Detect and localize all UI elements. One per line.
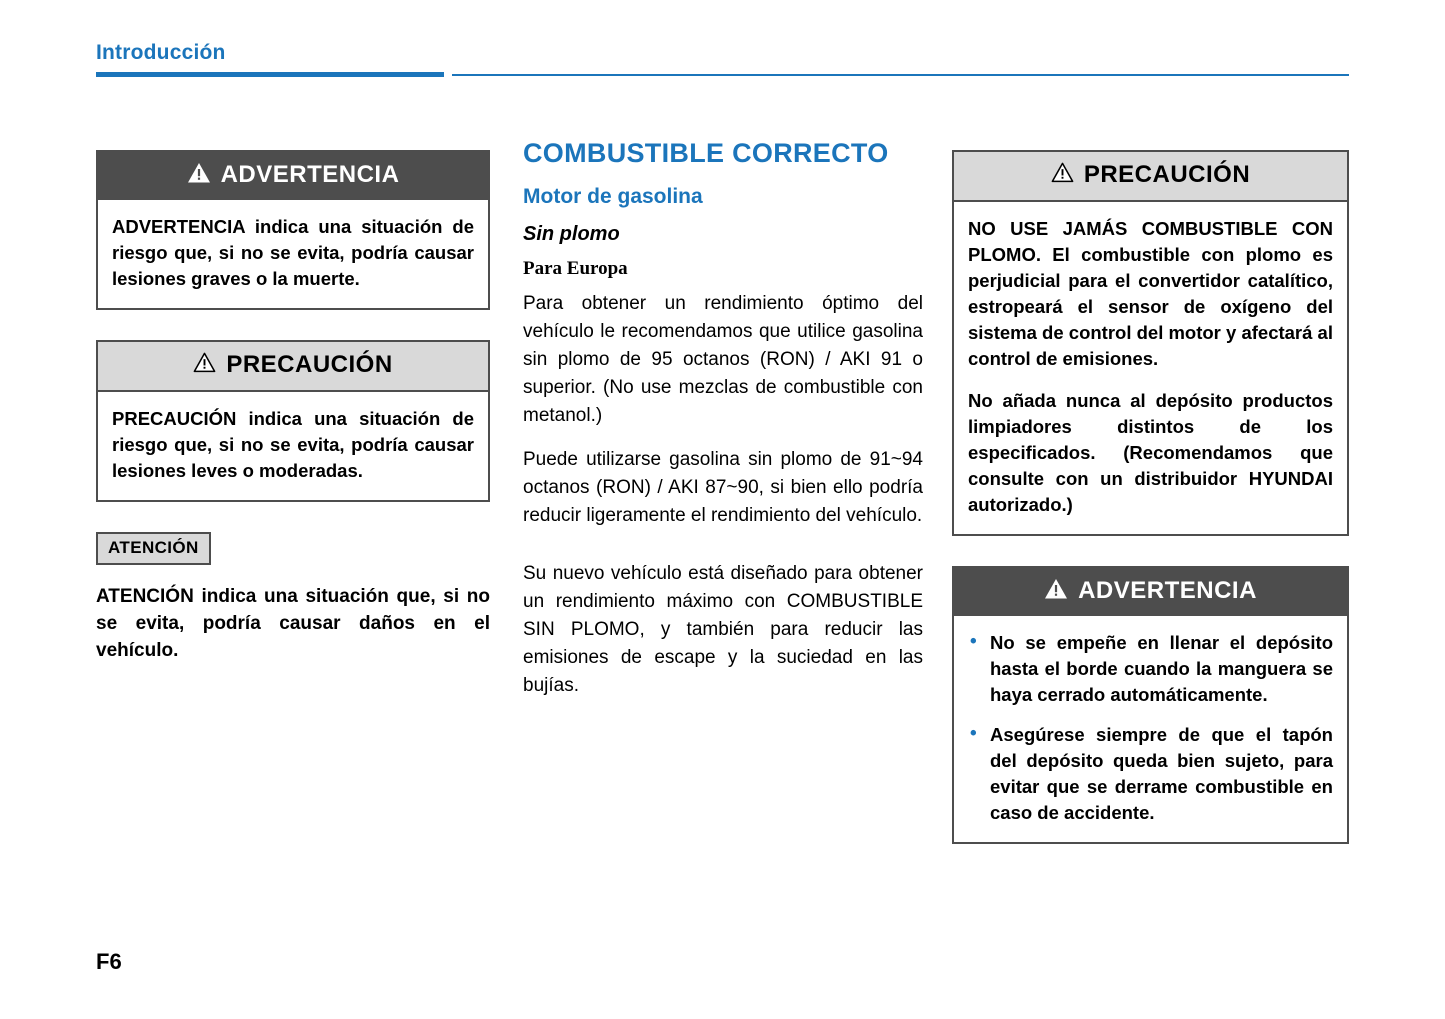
precaucion-fuel-box-header bbox=[954, 152, 1347, 202]
warning-triangle-icon bbox=[187, 162, 211, 189]
advertencia-fuel-bullet-list bbox=[968, 630, 1333, 826]
advertencia-fuel-box-body bbox=[954, 616, 1347, 842]
precaucion-box bbox=[96, 340, 490, 502]
body-paragraph-3: Su nuevo vehículo está diseñado para obtener un rendimiento máximo con COMBUSTIBLE SIN PLOMO, y también para reducir las emisiones de escape y la suciedad en las bujías. bbox=[523, 563, 923, 696]
precaucion-box-text: PRECAUCIÓN indica una situación de riesgo que, si no se evita, podría causar lesiones leves o moderadas. bbox=[112, 408, 474, 481]
body-paragraph-2: Puede utilizarse gasolina sin plomo de 91~94 octanos (RON) / AKI 87~90, si bien ello podría reducir ligeramente el rendimiento del vehículo. bbox=[523, 449, 923, 526]
precaucion-fuel-text-1: NO USE JAMÁS COMBUSTIBLE CON PLOMO. El combustible con plomo es perjudicial para el convertidor catalítico, estropeará el sensor de oxígeno del sistema de control del motor y afectará al control de emisiones. bbox=[968, 218, 1333, 369]
middle-column bbox=[523, 138, 923, 716]
advertencia-box-header bbox=[98, 152, 488, 200]
precaucion-fuel-box-body bbox=[954, 202, 1347, 534]
atencion-text: ATENCIÓN indica una situación que, si no se evita, podría causar daños en el vehículo. bbox=[96, 586, 490, 661]
advertencia-fuel-box-title: ADVERTENCIA bbox=[1078, 577, 1257, 604]
advertencia-box-body bbox=[98, 200, 488, 308]
warning-triangle-icon bbox=[1051, 162, 1074, 188]
subsection-title: Motor de gasolina bbox=[523, 185, 703, 208]
page-title: Introducción bbox=[96, 41, 226, 64]
right-column bbox=[952, 150, 1349, 874]
precaucion-fuel-box bbox=[952, 150, 1349, 536]
atencion-tag: ATENCIÓN bbox=[96, 532, 211, 565]
section-title: COMBUSTIBLE CORRECTO bbox=[523, 138, 889, 168]
left-column bbox=[96, 150, 490, 664]
precaucion-box-title: PRECAUCIÓN bbox=[226, 351, 393, 378]
precaucion-box-header bbox=[98, 342, 488, 392]
warning-triangle-icon bbox=[193, 352, 216, 378]
advertencia-box-title: ADVERTENCIA bbox=[220, 161, 400, 188]
header-rule-thick bbox=[96, 72, 444, 77]
sub-subsection-title: Sin plomo bbox=[523, 223, 620, 245]
advertencia-fuel-box bbox=[952, 566, 1349, 844]
advertencia-box bbox=[96, 150, 490, 310]
page-header bbox=[96, 40, 1349, 77]
advertencia-box-text: ADVERTENCIA indica una situación de riesgo que, si no se evita, podría causar lesiones graves o la muerte. bbox=[112, 216, 474, 289]
precaucion-fuel-box-title: PRECAUCIÓN bbox=[1083, 161, 1251, 188]
atencion-notice bbox=[96, 532, 490, 664]
header-rule-thin bbox=[452, 74, 1349, 76]
header-divider bbox=[96, 72, 1349, 77]
body-paragraph-1: Para obtener un rendimiento óptimo del vehículo le recomendamos que utilice gasolina sin plomo de 95 octanos (RON) / AKI 91 o superior. (No use mezclas de combustible con metanol.) bbox=[523, 293, 923, 426]
list-item: • Asegúrese siempre de que el tapón del depósito queda bien sujeto, para evitar que se derrame combustible en caso de accidente. bbox=[968, 722, 1333, 826]
warning-triangle-icon bbox=[1044, 578, 1068, 605]
region-lead: Para Europa bbox=[523, 258, 628, 279]
list-item: • No se empeñe en llenar el depósito hasta el borde cuando la manguera se haya cerrado automáticamente. bbox=[968, 630, 1333, 708]
precaucion-fuel-text-2: No añada nunca al depósito productos limpiadores distintos de los especificados. (Recomendamos que consulte con un distribuidor HYUNDAI autorizado.) bbox=[968, 390, 1333, 515]
precaucion-box-body bbox=[98, 392, 488, 500]
advertencia-fuel-box-header bbox=[954, 568, 1347, 616]
page-number: F6 bbox=[96, 949, 122, 974]
